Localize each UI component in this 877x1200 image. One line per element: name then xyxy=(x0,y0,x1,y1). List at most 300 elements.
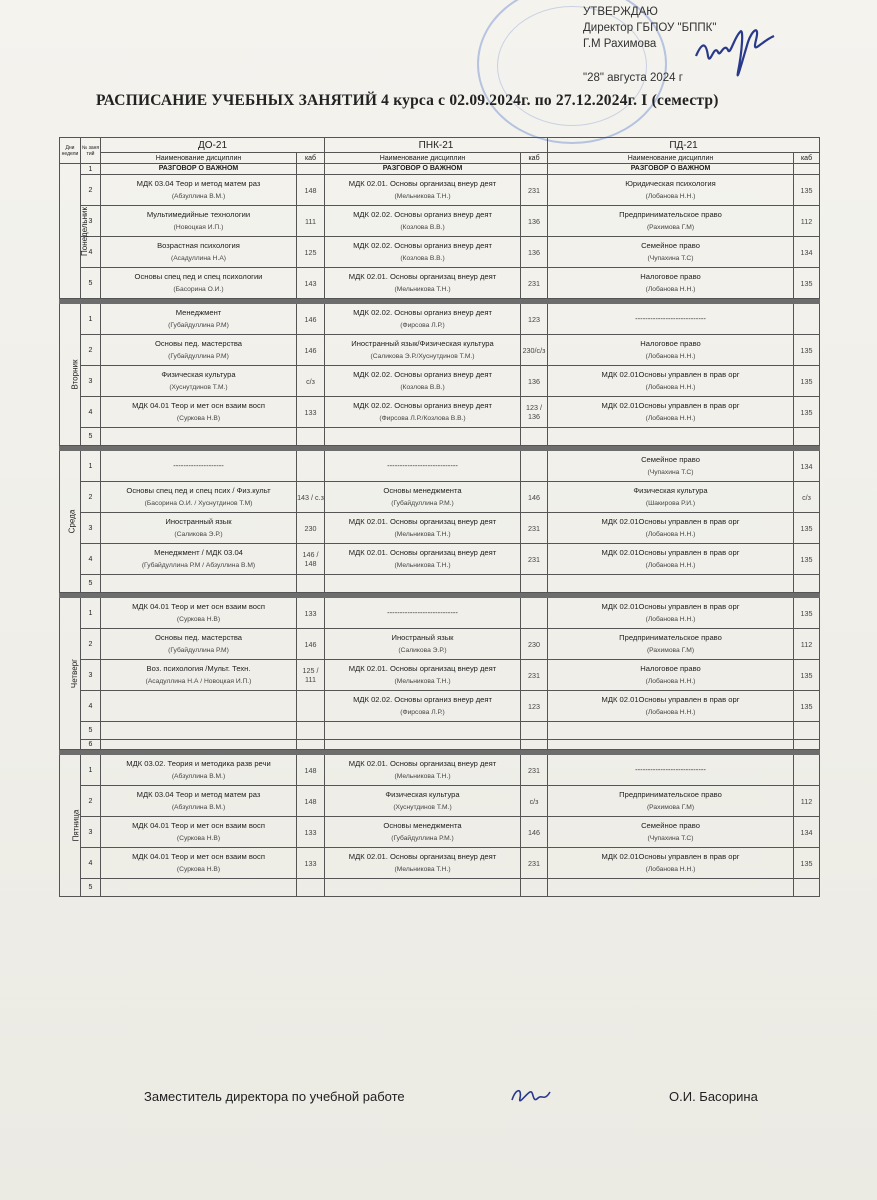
subject-name: ---------------------------- xyxy=(635,314,706,323)
lesson-number: 5 xyxy=(81,722,101,740)
teacher-name: (Мельникова Т.Н.) xyxy=(394,866,451,873)
lesson-number: 2 xyxy=(81,786,101,817)
approval-date: "28" августа 2024 г xyxy=(583,72,683,84)
room-cell xyxy=(521,740,548,750)
room-cell: 123 xyxy=(521,691,548,722)
subject-cell xyxy=(548,397,794,428)
room-cell xyxy=(297,451,325,482)
day-label: Вторник xyxy=(70,359,80,390)
teacher-name: (Рахимова Г.М) xyxy=(646,647,695,654)
room-cell: 135 xyxy=(794,660,820,691)
room-cell: 135 xyxy=(794,848,820,879)
room-cell: 135 xyxy=(794,598,820,629)
room-cell: 135 xyxy=(794,366,820,397)
lesson-row xyxy=(60,740,820,750)
day-wednesday xyxy=(60,451,81,593)
subject-name: МДК 02.01. Основы организац внеур деят xyxy=(348,759,497,768)
subject-cell xyxy=(101,304,297,335)
room-cell xyxy=(794,575,820,593)
subject-name: РАЗГОВОР О ВАЖНОМ xyxy=(630,165,711,172)
subject-name: Иностранный язык xyxy=(165,517,232,526)
lesson-row xyxy=(60,237,820,268)
teacher-name: (Фирсова Л.Р.) xyxy=(400,709,445,716)
teacher-name: (Саликова Э.Р./Хуснутдинов Т.М.) xyxy=(370,353,475,360)
subject-cell xyxy=(548,879,794,897)
room-cell: 231 xyxy=(521,660,548,691)
teacher-name: (Хуснутдинов Т.М.) xyxy=(169,384,228,391)
subject-name: МДК 02.02. Основы организ внеур деят xyxy=(353,695,492,704)
footer-name: О.И. Басорина xyxy=(669,1089,758,1104)
subject-name: МДК 02.01Основы управлен в прав орг xyxy=(601,517,740,526)
room-cell xyxy=(521,575,548,593)
room-cell: 231 xyxy=(521,175,548,206)
subject-cell xyxy=(101,660,297,691)
subject-cell xyxy=(548,740,794,750)
day-monday xyxy=(60,164,89,299)
subject-cell xyxy=(101,848,297,879)
subject-name: МДК 02.01Основы управлен в прав орг xyxy=(601,401,740,410)
subject-name: ---------------------------- xyxy=(635,765,706,774)
approval-director-name: Г.М Рахимова xyxy=(583,38,657,50)
header-subject: Наименование дисциплин xyxy=(325,153,521,164)
day-label: Среда xyxy=(67,509,77,534)
room-cell xyxy=(297,740,325,750)
subject-name: МДК 02.01. Основы организац внеур деят xyxy=(348,548,497,557)
lesson-number: 5 xyxy=(81,428,101,446)
room-cell: с/з xyxy=(521,786,548,817)
subject-cell xyxy=(101,397,297,428)
room-cell: 134 xyxy=(794,237,820,268)
room-cell: 230 xyxy=(521,629,548,660)
lesson-number: 2 xyxy=(81,175,101,206)
approval-position: Директор ГБПОУ "БППК" xyxy=(583,22,717,34)
subject-name: Налоговое право xyxy=(640,272,701,281)
lesson-number: 3 xyxy=(81,817,101,848)
room-cell: 146 xyxy=(297,629,325,660)
subject-cell xyxy=(548,175,794,206)
teacher-name: (Губайдуллина Р.М) xyxy=(168,353,229,360)
subject-name: Семейное право xyxy=(641,455,700,464)
subject-cell xyxy=(325,879,521,897)
room-cell: 231 xyxy=(521,268,548,299)
teacher-name: (Суркова Н.В) xyxy=(176,415,221,422)
subject-cell xyxy=(548,237,794,268)
subject-cell xyxy=(548,629,794,660)
day-tuesday xyxy=(60,304,81,446)
subject-cell xyxy=(548,817,794,848)
subject-name: Физическая культура xyxy=(161,370,236,379)
teacher-name: (Губайдуллина Р.М.) xyxy=(391,500,454,507)
room-cell: 146 xyxy=(521,817,548,848)
subject-cell xyxy=(548,575,794,593)
room-cell: с/з xyxy=(297,366,325,397)
subject-cell xyxy=(101,786,297,817)
subject-name: Мультимедийные технологии xyxy=(146,210,251,219)
subject-name: МДК 02.01. Основы организац внеур деят xyxy=(348,852,497,861)
subject-cell xyxy=(325,629,521,660)
schedule-table xyxy=(59,137,820,897)
lesson-number: 6 xyxy=(81,740,101,750)
lesson-row xyxy=(60,206,820,237)
room-cell: 231 xyxy=(521,848,548,879)
lesson-number: 2 xyxy=(81,482,101,513)
teacher-name: (Чупахина Т.С) xyxy=(647,469,694,476)
subject-cell xyxy=(101,755,297,786)
subject-cell xyxy=(548,428,794,446)
room-cell: 148 xyxy=(297,786,325,817)
lesson-number: 4 xyxy=(81,237,101,268)
subject-name: Налоговое право xyxy=(640,339,701,348)
subject-name: МДК 02.01. Основы организац внеур деят xyxy=(348,272,497,281)
room-cell: 125 xyxy=(297,237,325,268)
teacher-name: (Губайдуллина Р.М) xyxy=(168,322,229,329)
teacher-name: (Мельникова Т.Н.) xyxy=(394,286,451,293)
room-cell: 133 xyxy=(297,598,325,629)
teacher-name: (Козлова В.В.) xyxy=(400,255,445,262)
lesson-row xyxy=(60,722,820,740)
subject-cell xyxy=(101,268,297,299)
subject-cell xyxy=(101,629,297,660)
subject-cell xyxy=(548,755,794,786)
lesson-row xyxy=(60,428,820,446)
header-subject: Наименование дисциплин xyxy=(101,153,297,164)
subject-name: Основы пед. мастерства xyxy=(154,633,243,642)
subject-name: МДК 02.01. Основы организац внеур деят xyxy=(348,517,497,526)
room-cell xyxy=(794,164,820,175)
lesson-row xyxy=(60,629,820,660)
subject-cell xyxy=(101,817,297,848)
subject-cell xyxy=(101,206,297,237)
lesson-number: 4 xyxy=(81,544,101,575)
room-cell xyxy=(297,575,325,593)
teacher-name: (Рахимова Г.М) xyxy=(646,224,695,231)
lesson-number: 1 xyxy=(81,304,101,335)
room-cell: 146 xyxy=(297,304,325,335)
teacher-name: (Хуснутдинов Т.М.) xyxy=(393,804,452,811)
teacher-name: (Новоцкая И.П.) xyxy=(173,224,224,231)
subject-cell xyxy=(548,366,794,397)
lesson-row xyxy=(60,268,820,299)
room-cell xyxy=(521,451,548,482)
room-cell: 143 / с.з xyxy=(297,482,325,513)
teacher-name: (Лобанова Н.Н.) xyxy=(645,286,696,293)
subject-name: МДК 03.02. Теория и методика разв речи xyxy=(126,759,271,768)
room-cell: 135 xyxy=(794,544,820,575)
subject-cell xyxy=(101,879,297,897)
day-label: Пятница xyxy=(71,809,81,842)
subject-cell xyxy=(325,268,521,299)
room-cell: 133 xyxy=(297,817,325,848)
subject-cell xyxy=(101,366,297,397)
room-cell: 231 xyxy=(521,544,548,575)
room-cell xyxy=(794,755,820,786)
teacher-name: (Мельникова Т.Н.) xyxy=(394,531,451,538)
room-cell xyxy=(521,428,548,446)
subject-cell xyxy=(325,848,521,879)
header-group-pnk21: ПНК-21 xyxy=(325,138,548,153)
subject-name: Менеджмент xyxy=(175,308,222,317)
teacher-name: (Мельникова Т.Н.) xyxy=(394,193,451,200)
subject-name: МДК 02.02. Основы организ внеур деят xyxy=(353,210,492,219)
lesson-number: 5 xyxy=(81,879,101,897)
teacher-name: (Басорина О.И. / Хуснутдинов Т.М) xyxy=(144,500,253,507)
subject-cell xyxy=(325,451,521,482)
header-room: каб xyxy=(521,153,548,164)
room-cell: 135 xyxy=(794,175,820,206)
lesson-number: 5 xyxy=(81,268,101,299)
lesson-number: 3 xyxy=(81,660,101,691)
room-cell: с/з xyxy=(794,482,820,513)
teacher-name: (Губайдуллина Р.М) xyxy=(168,647,229,654)
lesson-row xyxy=(60,817,820,848)
teacher-name: (Мельникова Т.Н.) xyxy=(394,562,451,569)
day-label: Четверг xyxy=(70,658,80,689)
subject-cell xyxy=(101,237,297,268)
room-cell: 136 xyxy=(521,206,548,237)
room-cell: 134 xyxy=(794,817,820,848)
teacher-name: (Абзуллина В.М.) xyxy=(171,804,226,811)
subject-cell xyxy=(101,598,297,629)
subject-name: Предпринимательское право xyxy=(619,790,722,799)
room-cell xyxy=(794,722,820,740)
day-thursday xyxy=(60,598,81,750)
subject-cell xyxy=(101,175,297,206)
room-cell: 136 xyxy=(521,366,548,397)
lesson-row xyxy=(60,164,820,175)
subject-cell xyxy=(325,397,521,428)
subject-cell xyxy=(325,544,521,575)
subject-cell xyxy=(325,366,521,397)
room-cell: 135 xyxy=(794,397,820,428)
subject-cell xyxy=(548,451,794,482)
teacher-name: (Суркова Н.В) xyxy=(176,835,221,842)
teacher-name: (Фирсова Л.Р.) xyxy=(400,322,445,329)
room-cell: 135 xyxy=(794,513,820,544)
room-cell: 146 xyxy=(297,335,325,366)
subject-name: Налоговое право xyxy=(640,664,701,673)
subject-name: Основы спец пед и спец психологии xyxy=(134,272,263,281)
lesson-row xyxy=(60,366,820,397)
room-cell xyxy=(297,879,325,897)
teacher-name: (Лобанова Н.Н.) xyxy=(645,353,696,360)
subject-cell xyxy=(325,575,521,593)
subject-name: МДК 02.01Основы управлен в прав орг xyxy=(601,852,740,861)
subject-cell xyxy=(101,722,297,740)
subject-name: Семейное право xyxy=(641,821,700,830)
subject-name: Менеджмент / МДК 03.04 xyxy=(154,548,243,557)
lesson-row xyxy=(60,513,820,544)
room-cell: 135 xyxy=(794,691,820,722)
lesson-number: 4 xyxy=(81,691,101,722)
subject-cell xyxy=(325,786,521,817)
room-cell xyxy=(297,691,325,722)
subject-cell xyxy=(548,335,794,366)
room-cell xyxy=(521,164,548,175)
lesson-number: 4 xyxy=(81,848,101,879)
subject-cell xyxy=(325,755,521,786)
subject-cell xyxy=(101,482,297,513)
subject-name: Основы пед. мастерства xyxy=(154,339,243,348)
subject-cell xyxy=(548,164,794,175)
teacher-name: (Козлова В.В.) xyxy=(400,384,445,391)
subject-name: Основы менеджмента xyxy=(383,486,462,495)
subject-cell xyxy=(101,544,297,575)
lesson-row xyxy=(60,848,820,879)
teacher-name: (Лобанова Н.Н.) xyxy=(645,866,696,873)
lesson-row xyxy=(60,451,820,482)
teacher-name: (Лобанова Н.Н.) xyxy=(645,678,696,685)
subject-name: МДК 02.01Основы управлен в прав орг xyxy=(601,695,740,704)
room-cell: 133 xyxy=(297,397,325,428)
lesson-row xyxy=(60,755,820,786)
room-cell: 111 xyxy=(297,206,325,237)
header-room: каб xyxy=(297,153,325,164)
subject-cell xyxy=(101,164,297,175)
director-signature-icon xyxy=(690,12,780,92)
room-cell xyxy=(794,879,820,897)
subject-name: МДК 02.02. Основы организ внеур деят xyxy=(353,308,492,317)
page-title: РАСПИСАНИЕ УЧЕБНЫХ ЗАНЯТИЙ 4 курса с 02.09.2024г. по 27.12.2024г. I (семестр) xyxy=(96,92,719,109)
day-friday xyxy=(60,755,81,897)
room-cell: 112 xyxy=(794,206,820,237)
subject-name: РАЗГОВОР О ВАЖНОМ xyxy=(158,165,239,172)
lesson-row xyxy=(60,544,820,575)
teacher-name: (Губайдуллина Р.М / Абзуллина В.М) xyxy=(141,562,256,569)
subject-name: МДК 04.01 Теор и мет осн взаим восп xyxy=(132,852,265,861)
teacher-name: (Мельникова Т.Н.) xyxy=(394,773,451,780)
teacher-name: (Суркова Н.В) xyxy=(176,866,221,873)
subject-cell xyxy=(325,482,521,513)
subject-name: МДК 02.01. Основы организац внеур деят xyxy=(348,179,497,188)
subject-cell xyxy=(325,428,521,446)
subject-cell xyxy=(548,848,794,879)
teacher-name: (Саликова Э.Р.) xyxy=(174,531,223,538)
lesson-row xyxy=(60,660,820,691)
teacher-name: (Лобанова Н.Н.) xyxy=(645,415,696,422)
header-room: каб xyxy=(794,153,820,164)
day-label: Понедельник xyxy=(79,206,89,256)
teacher-name: (Чупахина Т.С) xyxy=(647,835,694,842)
subject-name: МДК 02.01Основы управлен в прав орг xyxy=(601,548,740,557)
lesson-row xyxy=(60,335,820,366)
teacher-name: (Рахимова Г.М) xyxy=(646,804,695,811)
subject-cell xyxy=(325,206,521,237)
room-cell xyxy=(521,879,548,897)
lesson-row xyxy=(60,397,820,428)
room-cell: 148 xyxy=(297,755,325,786)
subject-cell xyxy=(101,513,297,544)
teacher-name: (Чупахина Т.С) xyxy=(647,255,694,262)
subject-name: МДК 02.01Основы управлен в прав орг xyxy=(601,370,740,379)
subject-cell xyxy=(548,660,794,691)
teacher-name: (Шакирова Р.И.) xyxy=(645,500,696,507)
header-day: Дни недели xyxy=(60,138,81,164)
subject-cell xyxy=(101,691,297,722)
subject-name: -------------------- xyxy=(173,461,224,470)
subject-cell xyxy=(548,691,794,722)
subject-name: Иностранный язык/Физическая культура xyxy=(351,339,494,348)
lesson-number: 1 xyxy=(81,598,101,629)
subject-cell xyxy=(548,544,794,575)
room-cell: 134 xyxy=(794,451,820,482)
teacher-name: (Суркова Н.В) xyxy=(176,616,221,623)
subject-cell xyxy=(101,451,297,482)
subject-cell xyxy=(548,304,794,335)
subject-name: Иностраный язык xyxy=(391,633,454,642)
lesson-row xyxy=(60,575,820,593)
lesson-number: 1 xyxy=(81,755,101,786)
deputy-signature-icon xyxy=(508,1080,554,1110)
teacher-name: (Асадуллина Н.А) xyxy=(170,255,227,262)
subject-name: МДК 02.01Основы управлен в прав орг xyxy=(601,602,740,611)
room-cell: 135 xyxy=(794,335,820,366)
subject-cell xyxy=(325,164,521,175)
subject-cell xyxy=(101,335,297,366)
subject-cell xyxy=(325,335,521,366)
room-cell: 148 xyxy=(297,175,325,206)
room-cell xyxy=(297,428,325,446)
lesson-number: 2 xyxy=(81,335,101,366)
room-cell: 133 xyxy=(297,848,325,879)
teacher-name: (Абзуллина В.М.) xyxy=(171,773,226,780)
subject-name: Возрастная психология xyxy=(157,241,240,250)
subject-cell xyxy=(325,660,521,691)
header-subject: Наименование дисциплин xyxy=(548,153,794,164)
room-cell: 143 xyxy=(297,268,325,299)
lesson-row xyxy=(60,304,820,335)
subject-cell xyxy=(548,786,794,817)
subject-cell xyxy=(325,817,521,848)
subject-cell xyxy=(101,740,297,750)
teacher-name: (Лобанова Н.Н.) xyxy=(645,709,696,716)
subject-cell xyxy=(325,691,521,722)
room-cell: 125 / 111 xyxy=(297,660,325,691)
header-lesson-num: № заня тий xyxy=(81,138,101,164)
subject-name: МДК 02.01. Основы организац внеур деят xyxy=(348,664,497,673)
subject-name: МДК 02.02. Основы организ внеур деят xyxy=(353,401,492,410)
subject-name: Предпринимательское право xyxy=(619,633,722,642)
lesson-number: 4 xyxy=(81,397,101,428)
room-cell xyxy=(794,304,820,335)
subject-name: Физическая культура xyxy=(633,486,708,495)
subject-name: Юридическая психология xyxy=(625,179,716,188)
header-group-pd21: ПД-21 xyxy=(548,138,820,153)
lesson-number: 3 xyxy=(81,513,101,544)
lesson-row xyxy=(60,175,820,206)
subject-name: Предпринимательское право xyxy=(619,210,722,219)
room-cell: 231 xyxy=(521,513,548,544)
subject-cell xyxy=(325,722,521,740)
subject-cell xyxy=(325,304,521,335)
subject-cell xyxy=(325,175,521,206)
room-cell: 231 xyxy=(521,755,548,786)
room-cell xyxy=(521,722,548,740)
teacher-name: (Мельникова Т.Н.) xyxy=(394,678,451,685)
teacher-name: (Лобанова Н.Н.) xyxy=(645,384,696,391)
approval-heading: УТВЕРЖДАЮ xyxy=(583,6,658,18)
subject-name: МДК 04.01 Теор и мет осн взаим восп xyxy=(132,821,265,830)
room-cell: 146 xyxy=(521,482,548,513)
subject-name: МДК 03.04 Теор и метод матем раз xyxy=(136,179,261,188)
teacher-name: (Асадуллина Н.А / Новоцкая И.П.) xyxy=(145,678,252,685)
room-cell: 123 / 136 xyxy=(521,397,548,428)
room-cell: 230/с/з xyxy=(521,335,548,366)
subject-name: Физическая культура xyxy=(385,790,460,799)
lesson-row xyxy=(60,879,820,897)
room-cell xyxy=(297,722,325,740)
subject-name: МДК 02.02. Основы организ внеур деят xyxy=(353,241,492,250)
room-cell: 123 xyxy=(521,304,548,335)
